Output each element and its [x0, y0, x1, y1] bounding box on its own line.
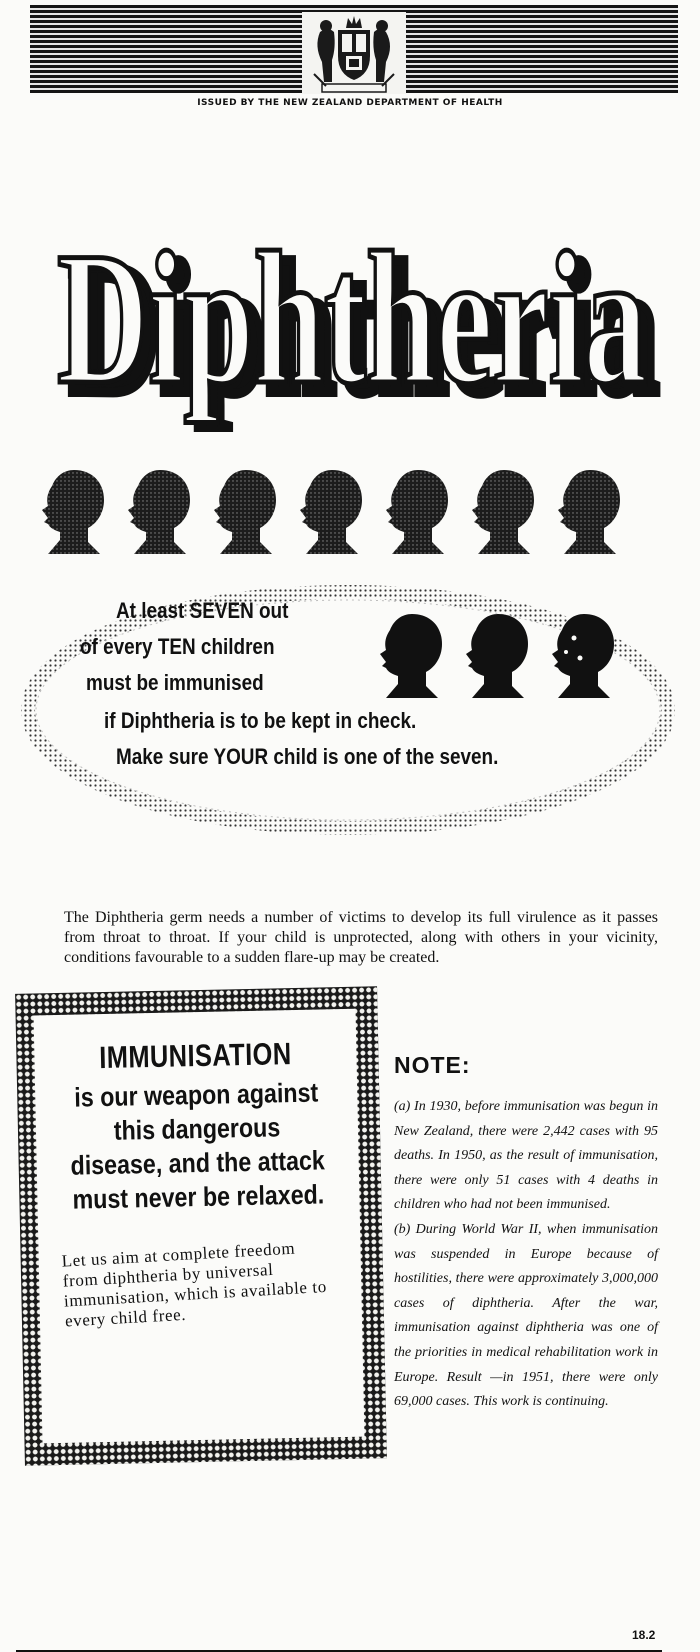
page-number: 18.2	[632, 1628, 656, 1642]
child-silhouette-icon	[472, 470, 534, 554]
child-silhouette-icon	[300, 470, 362, 554]
child-silhouette-icon	[552, 614, 614, 698]
note-paragraph-b: (b) During World War II, when immunisation was suspended in Europe because of hostilities, there were approximately 3,000,000 cases of diphtheria. After the war, immunisation against diphtheria was one of the priorities in medical rehabilitation work in Europe. Result —in 1951, there were only 69,000 cases. This work is continuing.	[394, 1221, 658, 1410]
panel-small-text: Let us aim at complete freedom from diphtheria by universal immunisation, which is available to every child free.	[61, 1238, 328, 1331]
immunisation-panel	[15, 986, 387, 1465]
intro-paragraph: The Diphtheria germ needs a number of victims to develop its full virulence as it passes from throat to throat. If your child is unprotected, along with others in your vicinity, conditions favourable to a sudden flare-up may be created.	[64, 909, 658, 966]
coat-of-arms-icon	[302, 12, 406, 94]
main-title	[48, 232, 668, 432]
child-silhouette-icon	[42, 470, 104, 554]
issued-by-line: ISSUED BY THE NEW ZEALAND DEPARTMENT OF HEALTH	[197, 98, 503, 108]
child-silhouette-icon	[386, 470, 448, 554]
note-body	[394, 1095, 658, 1415]
panel-body: is our weapon against this dangerous disease, and the attack must never be relaxed.	[70, 1077, 326, 1215]
note-paragraph-a: (a) In 1930, before immunisation was begun in New Zealand, there were 2,442 cases with 95 deaths. In 1950, as the result of immunisation, there were only 51 cases with 4 deaths in children who had not been immunised.	[394, 1099, 658, 1213]
note-title: NOTE:	[394, 1052, 471, 1078]
bubble-heads	[378, 612, 658, 707]
panel-inner	[34, 1009, 365, 1444]
heads-row	[40, 468, 660, 558]
callout-line-4: if Diphtheria is to be kept in check.	[104, 708, 417, 733]
child-silhouette-icon	[128, 470, 190, 554]
panel-heading: IMMUNISATION	[98, 1036, 292, 1076]
child-silhouette-icon	[466, 614, 528, 698]
child-silhouette-icon	[380, 614, 442, 698]
child-silhouette-icon	[214, 470, 276, 554]
callout-line-5: Make sure YOUR child is one of the seven.	[116, 744, 499, 769]
child-silhouette-icon	[558, 470, 620, 554]
crest-box	[302, 12, 406, 94]
main-title-shadow: Diphtheria	[69, 232, 659, 432]
callout-line-3: must be immunised	[86, 670, 264, 695]
callout-line-2: of every TEN children	[80, 634, 275, 659]
callout-line-1: At least SEVEN out	[116, 598, 289, 623]
main-title-text: Diphtheria	[57, 232, 647, 424]
